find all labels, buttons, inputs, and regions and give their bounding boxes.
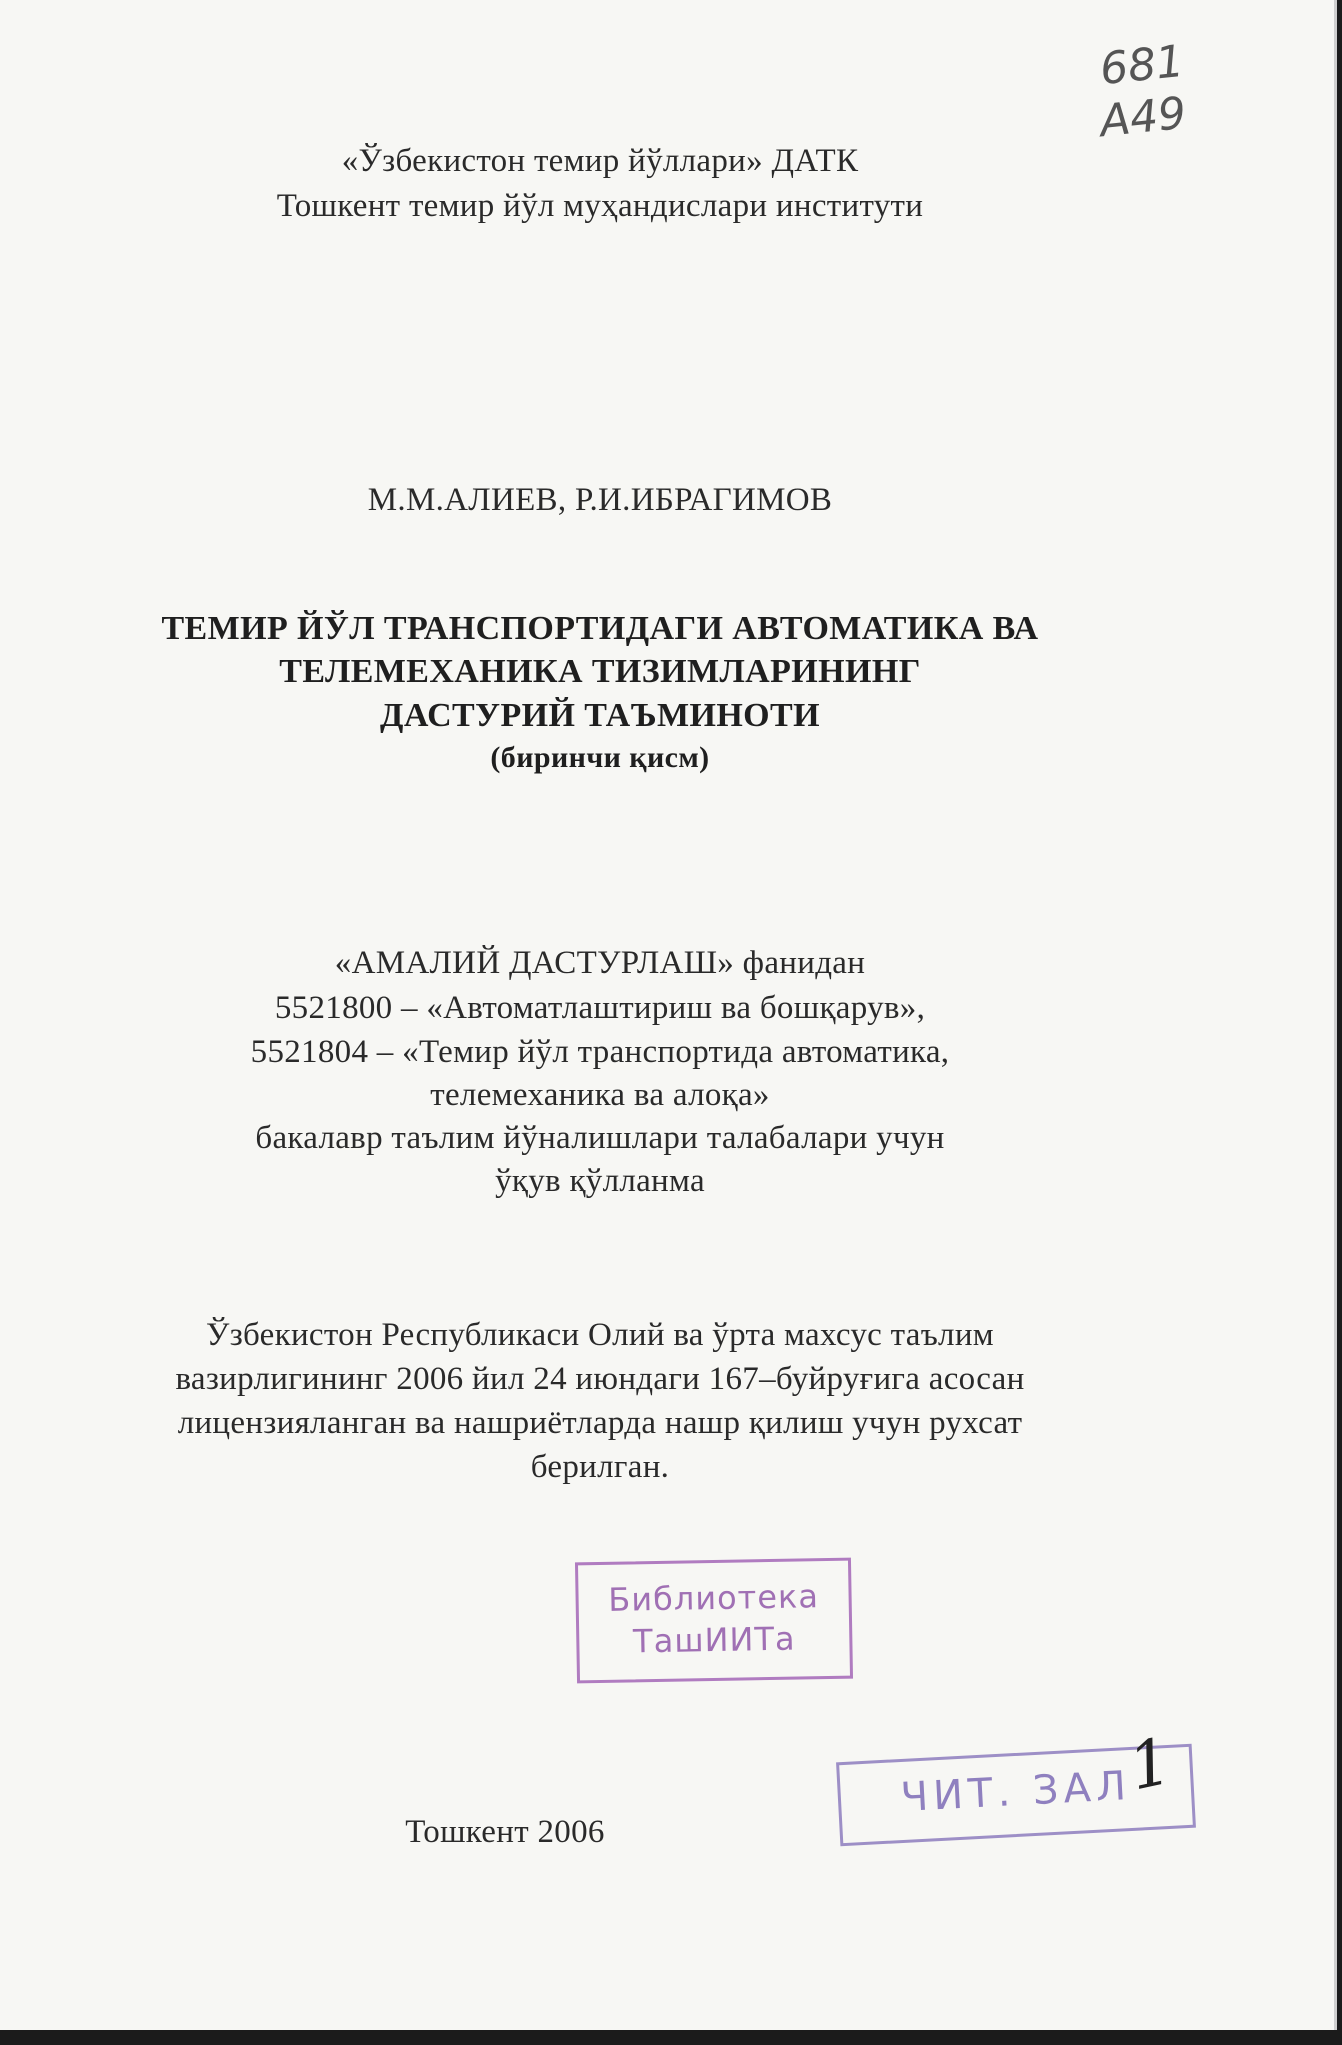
library-stamp-line2: ТашИИТа <box>632 1619 796 1661</box>
subject-line-6: ўқув қўлланма <box>495 1163 705 1199</box>
license-line-4: берилган. <box>530 1449 670 1485</box>
handwritten-note-line2: A49 <box>1097 87 1189 148</box>
title-line-1: ТЕМИР ЙЎЛ ТРАНСПОРТИДАГИ АВТОМАТИКА ВА <box>161 610 1039 647</box>
subject-line-4: телемеханика ва алоқа» <box>430 1077 770 1113</box>
subject-line-2: 5521800 – «Автоматлаштириш ва бошқарув», <box>274 990 926 1026</box>
reading-room-stamp-text: ЧИТ. ЗАЛ <box>899 1763 1133 1821</box>
license-line-2: вазирлигининг 2006 йил 24 июндаги 167–буйруғига асосан <box>175 1361 1025 1397</box>
title-line-3: ДАСТУРИЙ ТАЪМИНОТИ <box>380 697 820 734</box>
license-line-1: Ўзбекистон Республикаси Олий ва ўрта махсус таълим <box>206 1317 994 1353</box>
library-stamp <box>575 1558 853 1684</box>
handwritten-note-line1: 681 <box>1097 35 1187 96</box>
subject-line-1: «АМАЛИЙ ДАСТУРЛАШ» фанидан <box>334 945 866 981</box>
subject-line-5: бакалавр таълим йўналишлари талабалари учун <box>255 1120 945 1156</box>
handwritten-mark: 1 <box>1122 1724 1178 1806</box>
footer-city-year: Тошкент 2006 <box>405 1814 605 1850</box>
title-part: (биринчи қисм) <box>490 741 710 774</box>
authors: М.М.АЛИЕВ, Р.И.ИБРАГИМОВ <box>367 482 833 518</box>
license-line-3: лицензияланган ва нашриётларда нашр қилиш учун рухсат <box>177 1405 1023 1441</box>
header-organization: «Ўзбекистон темир йўллари» ДАТК <box>341 143 859 179</box>
title-line-2: ТЕЛЕМЕХАНИКА ТИЗИМЛАРИНИНГ <box>279 653 921 690</box>
library-stamp-line1: Библиотека <box>607 1577 820 1619</box>
subject-line-3: 5521804 – «Темир йўл транспортида автоматика, <box>250 1034 950 1070</box>
header-institute: Тошкент темир йўл муҳандислари институти <box>276 188 924 224</box>
